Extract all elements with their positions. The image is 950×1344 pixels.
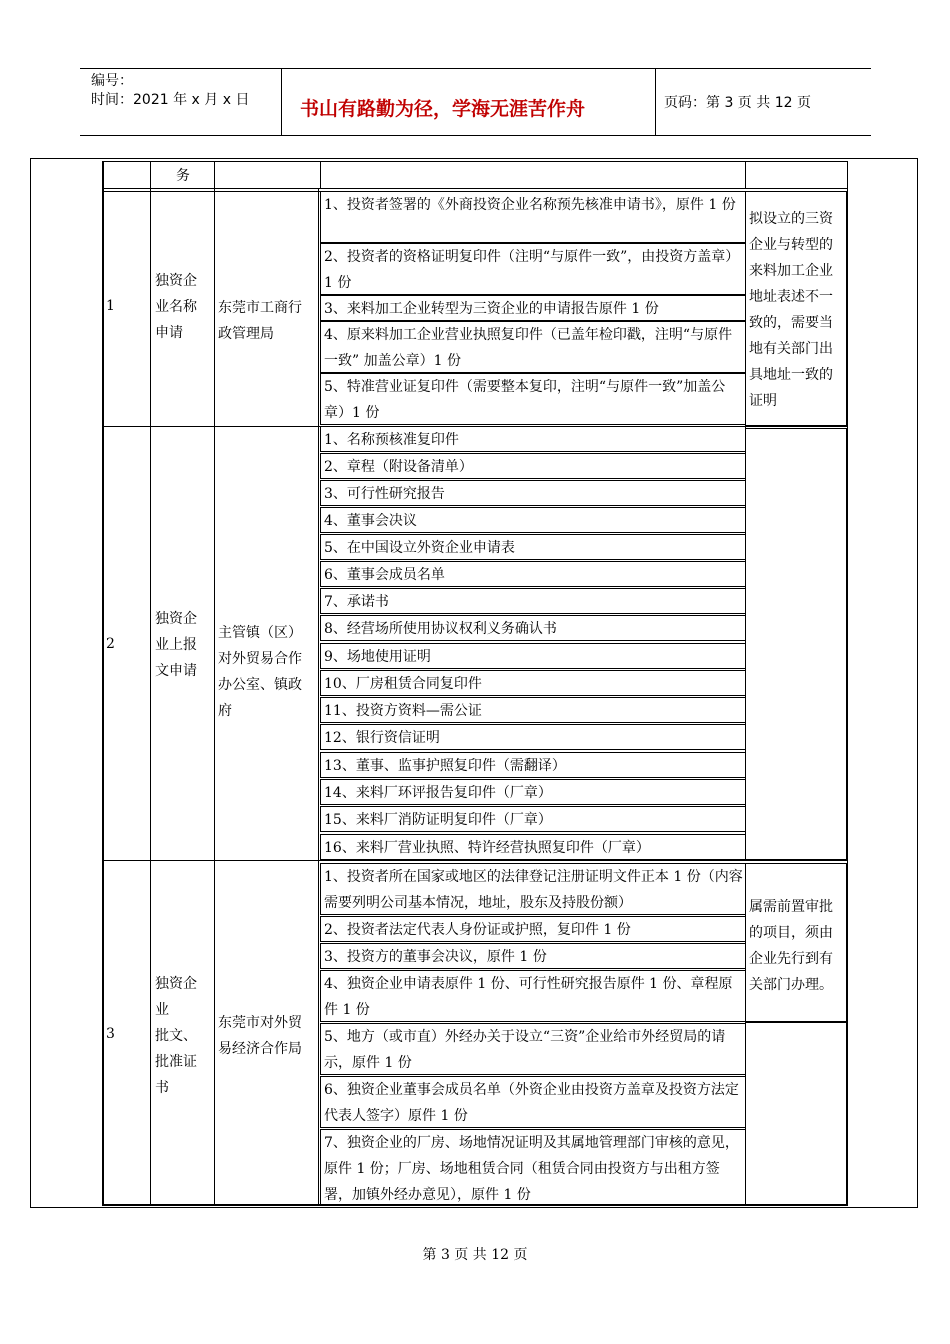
- doc-item: 5、地方（或市直）外经办关于设立“三资”企业给市外经贸局的请示，原件 1 份: [320, 1023, 746, 1075]
- col-divider: [214, 161, 215, 1206]
- header-number: 编号：: [91, 73, 133, 89]
- doc-item: 2、投资者的资格证明复印件（注明“与原件一致”，由投资方盖章）1 份: [320, 243, 746, 295]
- doc-item: 12、银行资信证明: [320, 724, 746, 750]
- doc-item: 1、投资者所在国家或地区的法律登记注册证明文件正本 1 份（内容需要列明公司基本情况，地址，股东及持股份额）: [320, 863, 746, 915]
- doc-item: 14、来料厂环评报告复印件（厂章）: [320, 779, 746, 805]
- doc-item: 9、场地使用证明: [320, 643, 746, 669]
- doc-item: 3、投资方的董事会决议，原件 1 份: [320, 943, 746, 969]
- top-row-label: 务: [176, 168, 190, 184]
- doc-item: 5、特准营业证复印件（需要整本复印，注明“与原件一致”加盖公章）1 份: [320, 373, 746, 425]
- note: [745, 1022, 847, 1206]
- doc-item: 1、投资者签署的《外商投资企业名称预先核准申请书》，原件 1 份: [320, 191, 746, 243]
- header-page-number: 页码：第 3 页 共 12 页: [664, 95, 811, 111]
- row-index: 1: [106, 298, 115, 314]
- col-divider: [318, 188, 319, 1206]
- row-index: 3: [106, 1026, 115, 1042]
- header-rule-top: [80, 68, 871, 69]
- doc-item: 2、章程（附设备清单）: [320, 453, 746, 479]
- row-divider: [102, 188, 848, 189]
- header-time: 时间：2021 年 x 月 x 日: [91, 92, 250, 108]
- note: 属需前置审批 的项目，须由 企业先行到有 关部门办理。: [745, 863, 847, 1022]
- col-divider: [150, 161, 151, 1206]
- doc-item: 11、投资方资料—需公证: [320, 697, 746, 723]
- note: [745, 428, 847, 860]
- doc-item: 3、来料加工企业转型为三资企业的申请报告原件 1 份: [320, 295, 746, 321]
- doc-item: 7、承诺书: [320, 588, 746, 614]
- doc-item: 5、在中国设立外资企业申请表: [320, 534, 746, 560]
- item-name: 独资企 业上报 文申请: [155, 611, 197, 679]
- col-divider: [320, 161, 321, 188]
- footer-page-number: 第 3 页 共 12 页: [422, 1247, 528, 1263]
- doc-item: 8、经营场所使用协议权利义务确认书: [320, 615, 746, 641]
- agency-name: 东莞市对外贸 易经济合作局: [218, 1015, 302, 1057]
- doc-item: 3、可行性研究报告: [320, 480, 746, 506]
- row-divider: [102, 860, 848, 861]
- header-divider: [655, 68, 656, 136]
- row-index: 2: [106, 636, 115, 652]
- item-name: 独资企 业名称 申请: [155, 273, 197, 341]
- doc-item: 4、原来料加工企业营业执照复印件（已盖年检印戳，注明“与原件一致” 加盖公章）1 份: [320, 321, 746, 373]
- doc-item: 6、董事会成员名单: [320, 561, 746, 587]
- doc-item: 15、来料厂消防证明复印件（厂章）: [320, 806, 746, 832]
- doc-item: 10、厂房租赁合同复印件: [320, 670, 746, 696]
- doc-item: 1、名称预核准复印件: [320, 426, 746, 452]
- agency-name: 东莞市工商行 政管理局: [218, 300, 302, 342]
- doc-item: 2、投资者法定代表人身份证或护照，复印件 1 份: [320, 916, 746, 942]
- doc-item: 7、独资企业的厂房、场地情况证明及其属地管理部门审核的意见，原件 1 份；厂房、场地租赁合同（租赁合同由投资方与出租方签署，加镇外经办意见），原件 1 份: [320, 1129, 746, 1206]
- item-name: 独资企 业 批文、 批准证 书: [155, 976, 197, 1096]
- col-divider: [745, 161, 746, 188]
- doc-item: 4、独资企业申请表原件 1 份、可行性研究报告原件 1 份、章程原件 1 份: [320, 970, 746, 1022]
- header-motto: 书山有路勤为径，学海无涯苦作舟: [300, 98, 586, 120]
- doc-item: 4、董事会决议: [320, 507, 746, 533]
- doc-item: 6、独资企业董事会成员名单（外资企业由投资方盖章及投资方法定代表人签字）原件 1 份: [320, 1076, 746, 1128]
- header-rule-bottom: [80, 135, 871, 136]
- doc-item: 16、来料厂营业执照、特许经营执照复印件（厂章）: [320, 834, 746, 860]
- doc-item: 13、董事、监事护照复印件（需翻译）: [320, 752, 746, 778]
- note: 拟设立的三资 企业与转型的 来料加工企业 地址表述不一 致的，需要当 地有关部门出 具地址一致的 证明: [745, 191, 847, 426]
- header-divider: [281, 68, 282, 136]
- agency-name: 主管镇（区） 对外贸易合作 办公室、镇政 府: [218, 625, 302, 719]
